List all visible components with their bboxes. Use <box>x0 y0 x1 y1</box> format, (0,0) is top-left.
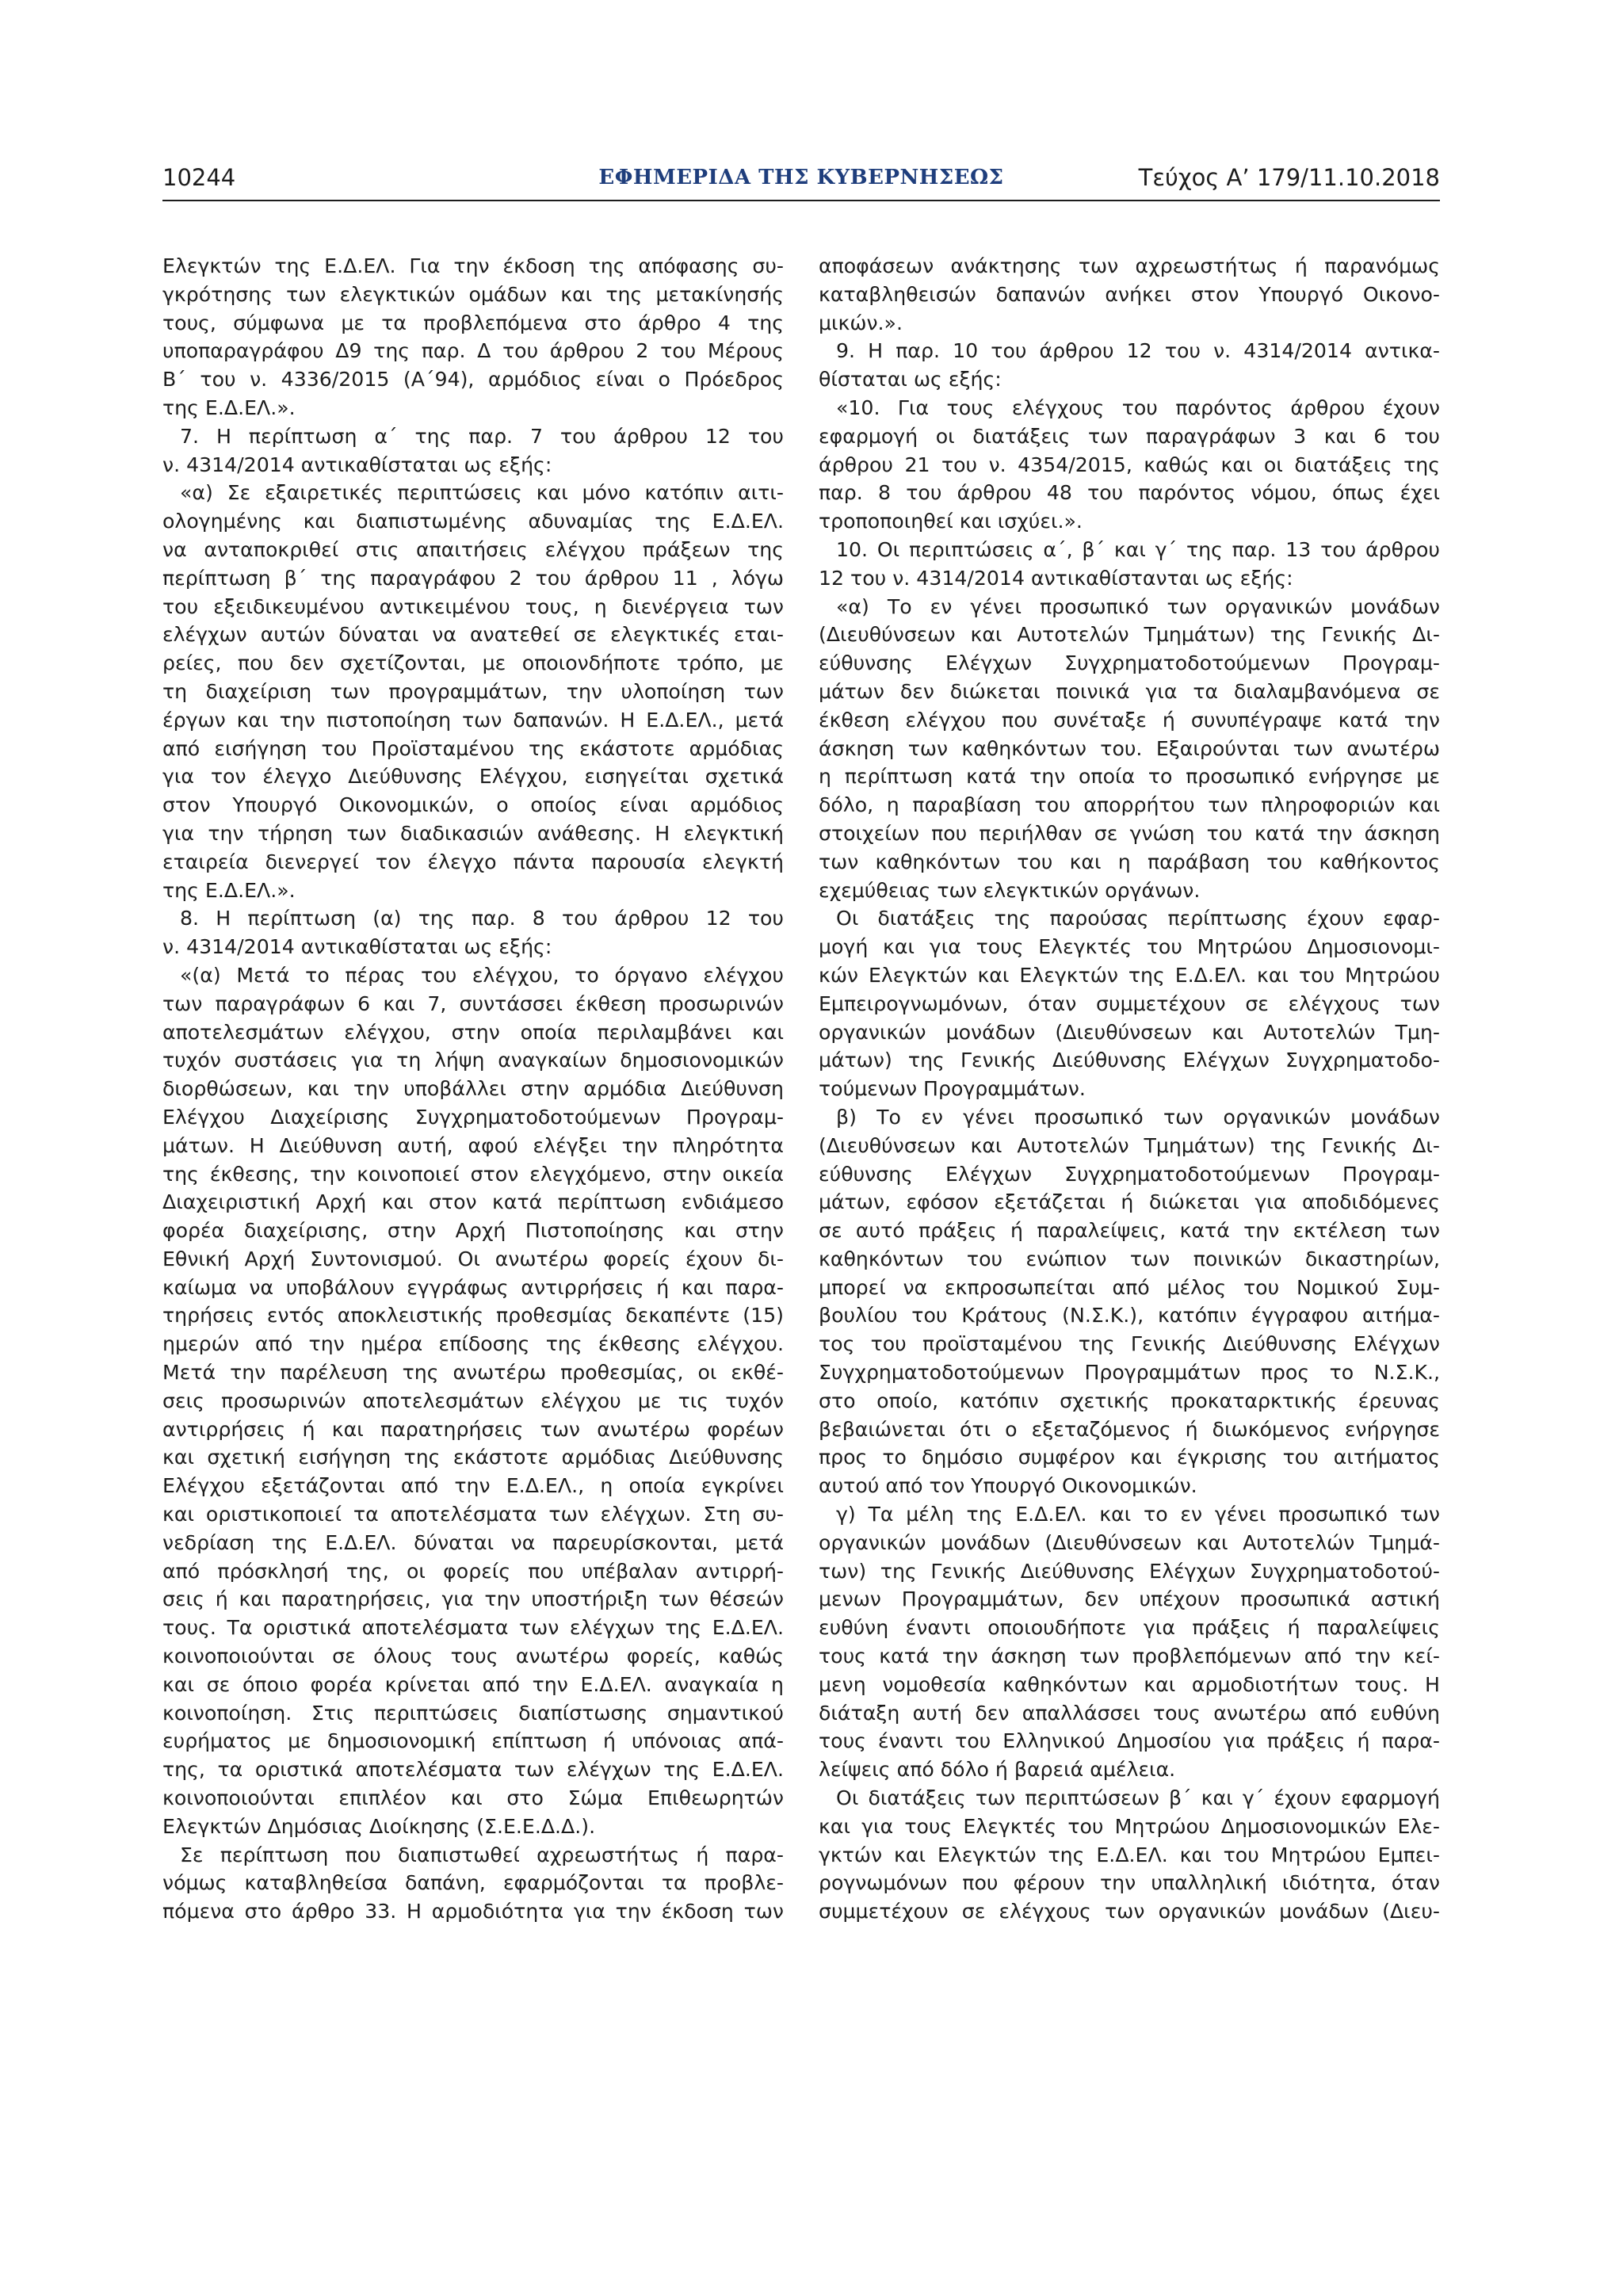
text-line: συμμετέχουν σε ελέγχους των οργανικών μονάδων (Διευ- <box>819 1900 1440 1924</box>
text-line: γκτών και Ελεγκτών της Ε.Δ.ΕΛ. και του Μητρώου Εμπει- <box>819 1843 1440 1866</box>
text-line: τος του προϊσταμένου της Γενικής Διεύθυνσης Ελέγχων <box>819 1332 1440 1356</box>
text-line: Ελέγχου Διαχείρισης Συγχρηματοδοτούμενων Προγραμ- <box>162 1105 784 1129</box>
gazette-title: ΕΦΗΜΕΡΙΔΑ ΤΗΣ ΚΥΒΕΡΝΗΣΕΩΣ <box>598 166 1004 189</box>
text-line: (Διευθύνσεων και Αυτοτελών Τμημάτων) της Γενικής Δι- <box>819 1133 1440 1157</box>
text-line: «α) Σε εξαιρετικές περιπτώσεις και μόνο κατόπιν αιτι- <box>180 481 784 505</box>
text-line: της Ε.Δ.ΕΛ.». <box>162 878 296 902</box>
text-line: μάτων. Η Διεύθυνση αυτή, αφού ελέγξει την πληρότητα <box>162 1133 784 1157</box>
text-line: Διαχειριστική Αρχή και στον κατά περίπτωση ενδιάμεσο <box>162 1190 784 1214</box>
text-line: αυτού από τον Υπουργό Οικονομικών. <box>819 1474 1197 1498</box>
text-line: τους, σύμφωνα με τα προβλεπόμενα στο άρθρο 4 της <box>162 311 784 334</box>
text-line: νόμως καταβληθείσα δαπάνη, εφαρμόζονται τα προβλε- <box>162 1871 784 1895</box>
text-line: 10. Οι περιπτώσεις α΄, β΄ και γ΄ της παρ. 13 του άρθρου <box>836 537 1440 561</box>
text-line: των καθηκόντων του και η παράβαση του καθήκοντος <box>819 850 1440 873</box>
text-line: «10. Για τους ελέγχους του παρόντος άρθρου έχουν <box>836 395 1440 419</box>
text-line: του εξειδικευμένου αντικειμένου τους, η διενέργεια των <box>162 594 784 618</box>
text-line: για την τήρηση των διαδικασιών ανάθεσης. Η ελεγκτική <box>162 821 784 845</box>
text-line: και οριστικοποιεί τα αποτελέσματα των ελέγχων. Στη συ- <box>162 1503 784 1526</box>
text-line: Ελέγχου εξετάζονται από την Ε.Δ.ΕΛ., η οποία εγκρίνει <box>162 1474 784 1498</box>
text-line: Ελεγκτών Δημόσιας Διοίκησης (Σ.Ε.Ε.Δ.Δ.). <box>162 1814 596 1838</box>
text-line: 12 του ν. 4314/2014 αντικαθίστανται ως εξής: <box>819 566 1293 590</box>
text-line: Συγχρηματοδοτούμενων Προγραμμάτων προς το Ν.Σ.Κ., <box>819 1361 1440 1385</box>
text-line: προς το δημόσιο συμφέρον και έγκρισης του αιτήματος <box>819 1446 1440 1469</box>
left-text-column <box>162 252 784 1926</box>
header-divider <box>162 200 1440 201</box>
text-line: ευρήματος με δημοσιονομική επίπτωση ή υπόνοιας απά- <box>162 1729 784 1753</box>
text-line: στο οποίο, κατόπιν σχετικής προκαταρκτικής έρευνας <box>819 1389 1440 1412</box>
text-line: στον Υπουργό Οικονομικών, ο οποίος είναι αρμόδιος <box>162 793 784 817</box>
text-line: λείψεις από δόλο ή βαρειά αμέλεια. <box>819 1758 1176 1782</box>
text-line: 9. Η παρ. 10 του άρθρου 12 του ν. 4314/2014 αντικα- <box>836 339 1440 363</box>
text-line: οργανικών μονάδων (Διευθύνσεων και Αυτοτελών Τμη- <box>819 1020 1440 1044</box>
text-line: αποφάσεων ανάκτησης των αχρεωστήτως ή παρανόμως <box>819 254 1440 277</box>
text-line: εύθυνσης Ελέγχων Συγχρηματοδοτούμενων Προγραμ- <box>819 651 1440 675</box>
text-line: τη διαχείριση των προγραμμάτων, την υλοποίηση των <box>162 679 784 703</box>
text-line: 7. Η περίπτωση α΄ της παρ. 7 του άρθρου 12 του <box>180 424 784 448</box>
text-line: νεδρίαση της Ε.Δ.ΕΛ. δύναται να παρευρίσκονται, μετά <box>162 1530 784 1554</box>
text-line: τους. Τα οριστικά αποτελέσματα των ελέγχων της Ε.Δ.ΕΛ. <box>162 1616 784 1640</box>
text-line: Β΄ του ν. 4336/2015 (Α΄94), αρμόδιος είναι ο Πρόεδρος <box>162 368 784 392</box>
text-line: γκρότησης των ελεγκτικών ομάδων και της μετακίνησής <box>162 282 784 306</box>
text-line: δόλο, η παραβίαση του απορρήτου των πληροφοριών και <box>819 793 1440 817</box>
text-line: βουλίου του Κράτους (Ν.Σ.Κ.), κατόπιν έγγραφου αιτήμα- <box>819 1304 1440 1328</box>
text-line: ελέγχων αυτών δύναται να ανατεθεί σε ελεγκτικές εται- <box>162 623 784 647</box>
text-line: αντιρρήσεις ή και παρατηρήσεις των ανωτέρω φορέων <box>162 1417 784 1441</box>
text-line: τους κατά την άσκηση των προβλεπόμενων από την κεί- <box>819 1645 1440 1668</box>
text-line: Οι διατάξεις της παρούσας περίπτωσης έχουν εφαρ- <box>836 907 1440 930</box>
text-line: καταβληθεισών δαπανών ανήκει στον Υπουργό Οικονο- <box>819 282 1440 306</box>
text-line: τροποποιηθεί και ισχύει.». <box>819 510 1083 533</box>
page-number: 10244 <box>162 164 236 191</box>
text-line: σεις προσωρινών αποτελεσμάτων ελέγχου με τις τυχόν <box>162 1389 784 1412</box>
issue-info: Τεύχος A’ 179/11.10.2018 <box>1138 164 1440 191</box>
right-text-column <box>819 252 1440 1926</box>
text-line: κοινοποιούνται σε όλους τους ανωτέρω φορείς, καθώς <box>162 1645 784 1668</box>
text-line: μάτων, εφόσον εξετάζεται ή διώκεται για αποδιδόμενες <box>819 1190 1440 1214</box>
text-line: Ελεγκτών της Ε.Δ.ΕΛ. Για την έκδοση της απόφασης συ- <box>162 254 784 277</box>
text-line: έκθεση ελέγχου που συνέταξε ή συνυπέγραψε κατά την <box>819 708 1440 732</box>
text-line: και για τους Ελεγκτές του Μητρώου Δημοσιονομικών Ελε- <box>819 1814 1440 1838</box>
text-line: τους έναντι του Ελληνικού Δημοσίου για πράξεις ή παρα- <box>819 1729 1440 1753</box>
text-line: ρείες, που δεν σχετίζονται, με οποιονδήποτε τρόπο, με <box>162 651 784 675</box>
text-line: εταιρεία διενεργεί τον έλεγχο πάντα παρουσία ελεγκτή <box>162 850 784 873</box>
text-line: στοιχείων που περιήλθαν σε γνώση του κατά την άσκηση <box>819 821 1440 845</box>
text-line: από πρόσκλησή της, οι φορείς που υπέβαλαν αντιρρή- <box>162 1559 784 1583</box>
text-line: μικών.». <box>819 311 903 334</box>
text-line: Σε περίπτωση που διαπιστωθεί αχρεωστήτως ή παρα- <box>180 1843 784 1866</box>
text-line: και σχετική εισήγηση της εκάστοτε αρμόδιας Διεύθυνσης <box>162 1446 784 1469</box>
text-line: εχεμύθειας των ελεγκτικών οργάνων. <box>819 878 1201 902</box>
text-line: γ) Τα μέλη της Ε.Δ.ΕΛ. και το εν γένει προσωπικό των <box>836 1503 1440 1526</box>
text-line: Οι διατάξεις των περιπτώσεων β΄ και γ΄ έχουν εφαρμογή <box>836 1786 1440 1810</box>
text-line: των) της Γενικής Διεύθυνσης Ελέγχων Συγχρηματοδοτού- <box>819 1559 1440 1583</box>
text-line: «α) Το εν γένει προσωπικό των οργανικών μονάδων <box>836 594 1440 618</box>
text-line: μενων Προγραμμάτων, δεν υπέχουν προσωπικά αστική <box>819 1587 1440 1611</box>
text-line: τυχόν συστάσεις για τη λήψη αναγκαίων δημοσιονομικών <box>162 1049 784 1072</box>
text-line: της, τα οριστικά αποτελέσματα των ελέγχων της Ε.Δ.ΕΛ. <box>162 1758 784 1782</box>
text-line: κοινοποίηση. Στις περιπτώσεις διαπίστωσης σημαντικού <box>162 1701 784 1725</box>
text-line: τηρήσεις εντός αποκλειστικής προθεσμίας δεκαπέντε (15) <box>162 1304 784 1328</box>
text-line: της Ε.Δ.ΕΛ.». <box>162 395 296 419</box>
text-line: τούμενων Προγραμμάτων. <box>819 1077 1086 1101</box>
text-line: ολογημένης και διαπιστωμένης αδυναμίας της Ε.Δ.ΕΛ. <box>162 510 784 533</box>
text-line: ευθύνη έναντι οποιουδήποτε για πράξεις ή παραλείψεις <box>819 1616 1440 1640</box>
text-line: φορέα διαχείρισης, στην Αρχή Πιστοποίησης και στην <box>162 1219 784 1243</box>
text-line: καίωμα να υποβάλουν εγγράφως αντιρρήσεις ή και παρα- <box>162 1275 784 1299</box>
text-line: διάταξη αυτή δεν απαλλάσσει τους ανωτέρω από ευθύνη <box>819 1701 1440 1725</box>
text-line: κών Ελεγκτών και Ελεγκτών της Ε.Δ.ΕΛ. και του Μητρώου <box>819 963 1440 987</box>
text-line: β) Το εν γένει προσωπικό των οργανικών μονάδων <box>836 1105 1440 1129</box>
text-line: διορθώσεων, και την υποβάλλει στην αρμόδια Διεύθυνση <box>162 1077 784 1101</box>
text-line: Μετά την παρέλευση της ανωτέρω προθεσμίας, οι εκθέ- <box>162 1361 784 1385</box>
text-line: μάτων) της Γενικής Διεύθυνσης Ελέγχων Συγχρηματοδο- <box>819 1049 1440 1072</box>
text-line: σε αυτό πράξεις ή παραλείψεις, κατά την εκτέλεση των <box>819 1219 1440 1243</box>
text-line: οργανικών μονάδων (Διευθύνσεων και Αυτοτελών Τμημά- <box>819 1530 1440 1554</box>
text-line: έργων και την πιστοποίηση των δαπανών. Η Ε.Δ.ΕΛ., μετά <box>162 708 784 732</box>
text-line: «(α) Μετά το πέρας του ελέγχου, το όργανο ελέγχου <box>180 963 784 987</box>
text-line: ν. 4314/2014 αντικαθίσταται ως εξής: <box>162 453 552 476</box>
text-line: βεβαιώνεται ότι ο εξεταζόμενος ή διωκόμενος ενήργησε <box>819 1417 1440 1441</box>
text-line: περίπτωση β΄ της παραγράφου 2 του άρθρου 11 , λόγω <box>162 566 784 590</box>
text-line: εφαρμογή οι διατάξεις των παραγράφων 3 και 6 του <box>819 424 1440 448</box>
text-line: άρθρου 21 του ν. 4354/2015, καθώς και οι διατάξεις της <box>819 453 1440 476</box>
text-line: να ανταποκριθεί στις απαιτήσεις ελέγχου πράξεων της <box>162 537 784 561</box>
text-line: από εισήγηση του Προϊσταμένου της εκάστοτε αρμόδιας <box>162 736 784 760</box>
text-line: ημερών από την ημέρα επίδοσης της έκθεσης ελέγχου. <box>162 1332 784 1356</box>
text-line: μενη νομοθεσία καθηκόντων και αρμοδιοτήτων τους. Η <box>819 1672 1440 1696</box>
text-line: μπορεί να εκπροσωπείται από μέλος του Νομικού Συμ- <box>819 1275 1440 1299</box>
text-line: Εθνική Αρχή Συντονισμού. Οι ανωτέρω φορείς έχουν δι- <box>162 1247 784 1270</box>
text-line: της έκθεσης, την κοινοποιεί στον ελεγχόμενο, στην οικεία <box>162 1162 784 1186</box>
text-line: (Διευθύνσεων και Αυτοτελών Τμημάτων) της Γενικής Δι- <box>819 623 1440 647</box>
text-line: ν. 4314/2014 αντικαθίσταται ως εξής: <box>162 935 552 959</box>
page-header <box>162 158 1440 197</box>
text-line: σεις ή και παρατηρήσεις, για την υποστήριξη των θέσεών <box>162 1587 784 1611</box>
text-line: εύθυνσης Ελέγχων Συγχρηματοδοτούμενων Προγραμ- <box>819 1162 1440 1186</box>
text-line: παρ. 8 του άρθρου 48 του παρόντος νόμου, όπως έχει <box>819 481 1440 505</box>
text-line: μογή και για τους Ελεγκτές του Μητρώου Δημοσιονομι- <box>819 935 1440 959</box>
text-line: μάτων δεν διώκεται ποινικά για τα διαλαμβανόμενα σε <box>819 679 1440 703</box>
text-line: η περίπτωση κατά την οποία το προσωπικό ενήργησε με <box>819 765 1440 789</box>
text-line: αποτελεσμάτων ελέγχου, στην οποία περιλαμβάνει και <box>162 1020 784 1044</box>
text-line: άσκηση των καθηκόντων του. Εξαιρούνται των ανωτέρω <box>819 736 1440 760</box>
text-line: ρογνωμόνων που φέρουν την υπαλληλική ιδιότητα, όταν <box>819 1871 1440 1895</box>
text-line: καθηκόντων του ενώπιον των ποινικών δικαστηρίων, <box>819 1247 1440 1270</box>
text-line: πόμενα στο άρθρο 33. Η αρμοδιότητα για την έκδοση των <box>162 1900 784 1924</box>
text-line: 8. Η περίπτωση (α) της παρ. 8 του άρθρου 12 του <box>180 907 784 930</box>
text-line: υποπαραγράφου Δ9 της παρ. Δ του άρθρου 2 του Μέρους <box>162 339 784 363</box>
text-line: θίσταται ως εξής: <box>819 368 1002 392</box>
text-line: για τον έλεγχο Διεύθυνσης Ελέγχου, εισηγείται σχετικά <box>162 765 784 789</box>
text-line: Εμπειρογνωμόνων, όταν συμμετέχουν σε ελέγχους των <box>819 991 1440 1015</box>
text-line: και σε όποιο φορέα κρίνεται από την Ε.Δ.ΕΛ. αναγκαία η <box>162 1672 784 1696</box>
text-line: κοινοποιούνται επιπλέον και στο Σώμα Επιθεωρητών <box>162 1786 784 1810</box>
text-line: των παραγράφων 6 και 7, συντάσσει έκθεση προσωρινών <box>162 991 784 1015</box>
